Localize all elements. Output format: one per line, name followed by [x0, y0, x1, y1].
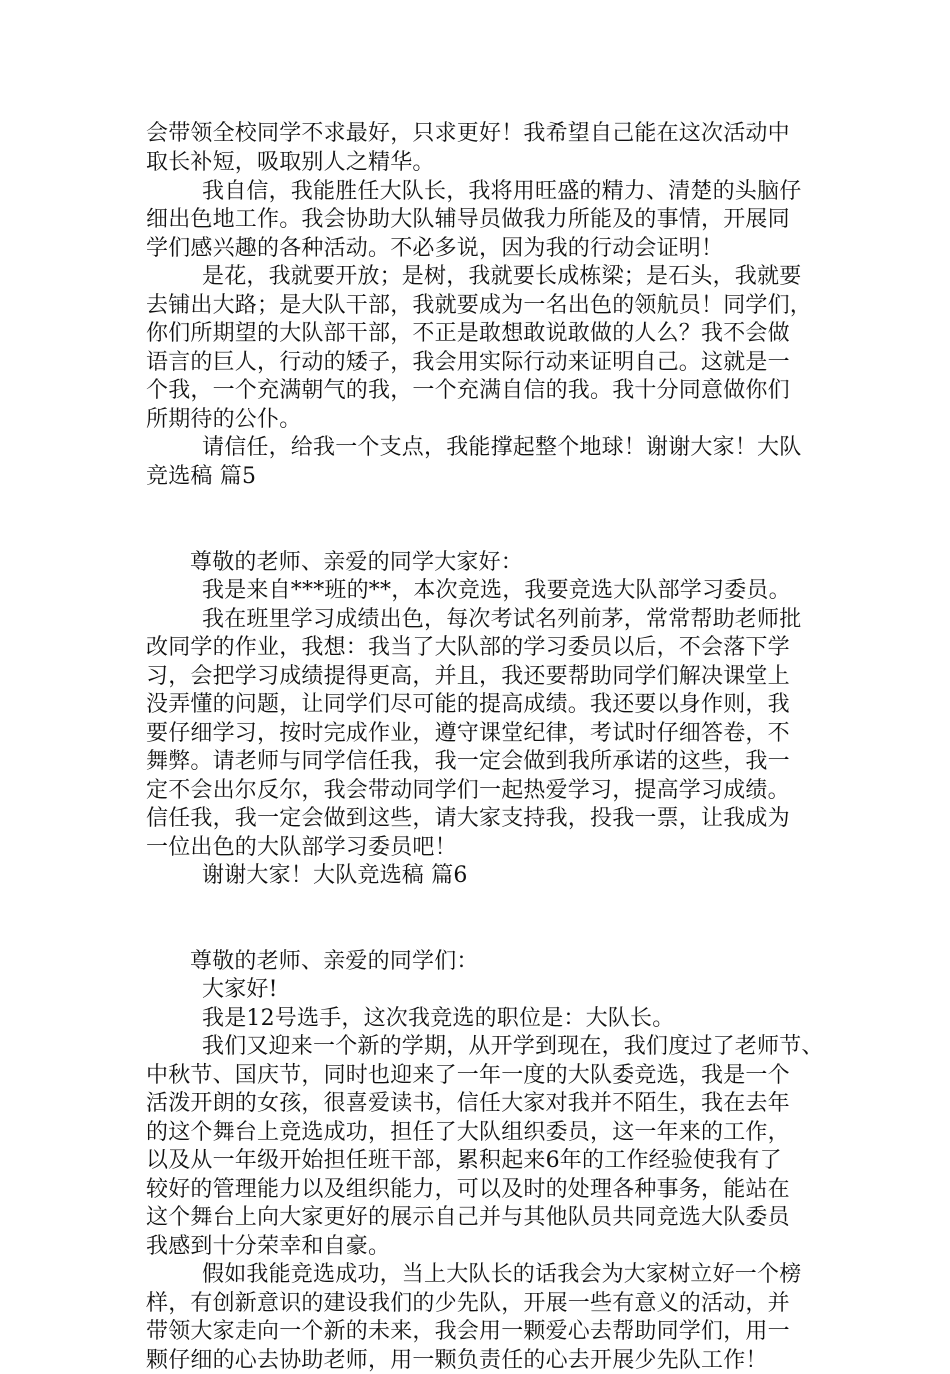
text-line: 较好的管理能力以及组织能力，可以及时的处理各种事务，能站在: [146, 1177, 790, 1202]
text-line: 我感到十分荣幸和自豪。: [146, 1234, 391, 1259]
text-line: 我自信，我能胜任大队长，我将用旺盛的精力、清楚的头脑仔: [202, 179, 802, 204]
text-line: 你们所期望的大队部干部，不正是敢想敢说敢做的人么？我不会做: [146, 321, 790, 346]
text-line: 一位出色的大队部学习委员吧！: [146, 835, 457, 860]
salutation: 尊敬的老师、亲爱的同学们：: [190, 949, 479, 974]
text-line: 去铺出大路；是大队干部，我就要成为一名出色的领航员！同学们，: [146, 293, 813, 318]
text-line: 取长补短，吸取别人之精华。: [146, 150, 435, 175]
section-heading: 谢谢大家！大队竞选稿 篇6: [202, 863, 468, 888]
text-line: 所期待的公仆。: [146, 407, 302, 432]
text-line: 我是来自***班的**，本次竞选，我要竞选大队部学习委员。: [202, 578, 791, 603]
text-line: 假如我能竞选成功，当上大队长的话我会为大家树立好一个榜: [202, 1262, 802, 1287]
text-line: 学们感兴趣的各种活动。不必多说，因为我的行动会证明！: [146, 236, 724, 261]
text-line: 改同学的作业，我想：我当了大队部的学习委员以后，不会落下学: [146, 635, 790, 660]
text-line: 我们又迎来一个新的学期，从开学到现在，我们度过了老师节、: [202, 1034, 824, 1059]
text-line: 是花，我就要开放；是树，我就要长成栋梁；是石头，我就要: [202, 264, 802, 289]
text-line: 习，会把学习成绩提得更高，并且，我还要帮助同学们解决课堂上: [146, 664, 790, 689]
text-line: 我是12号选手，这次我竞选的职位是：大队长。: [202, 1006, 675, 1031]
text-line: 带领大家走向一个新的未来，我会用一颗爱心去帮助同学们，用一: [146, 1319, 790, 1344]
text-line: 舞弊。请老师与同学信任我，我一定会做到我所承诺的这些，我一: [146, 749, 790, 774]
text-line: 以及从一年级开始担任班干部，累积起来6年的工作经验使我有了: [146, 1148, 782, 1173]
text-line: 会带领全校同学不求最好，只求更好！我希望自己能在这次活动中: [146, 121, 790, 146]
section-heading: 竞选稿 篇5: [146, 464, 257, 489]
text-line: 我在班里学习成绩出色，每次考试名列前茅，常常帮助老师批: [202, 607, 802, 632]
text-line: 要仔细学习，按时完成作业，遵守课堂纪律，考试时仔细答卷，不: [146, 721, 790, 746]
text-line: 这个舞台上向大家更好的展示自己并与其他队员共同竞选大队委员: [146, 1205, 790, 1230]
text-line: 样，有创新意识的建设我们的少先队，开展一些有意义的活动，并: [146, 1291, 790, 1316]
text-line: 信任我，我一定会做到这些，请大家支持我，投我一票，让我成为: [146, 806, 790, 831]
text-line: 请信任，给我一个支点，我能撑起整个地球！谢谢大家！大队: [202, 435, 802, 460]
text-line: 中秋节、国庆节，同时也迎来了一年一度的大队委竞选，我是一个: [146, 1063, 790, 1088]
text-line: 细出色地工作。我会协助大队辅导员做我力所能及的事情，开展同: [146, 207, 790, 232]
text-line: 的这个舞台上竞选成功，担任了大队组织委员，这一年来的工作，: [146, 1120, 790, 1145]
text-line: 颗仔细的心去协助老师，用一颗负责任的心去开展少先队工作！: [146, 1348, 768, 1373]
text-line: 定不会出尔反尔，我会带动同学们一起热爱学习，提高学习成绩。: [146, 778, 790, 803]
text-line: 没弄懂的问题，让同学们尽可能的提高成绩。我还要以身作则，我: [146, 692, 790, 717]
text-line: 大家好!: [202, 977, 278, 1002]
text-line: 语言的巨人，行动的矮子，我会用实际行动来证明自己。这就是一: [146, 350, 790, 375]
salutation: 尊敬的老师、亲爱的同学大家好：: [190, 550, 524, 575]
text-line: 个我，一个充满朝气的我，一个充满自信的我。我十分同意做你们: [146, 378, 790, 403]
text-line: 活泼开朗的女孩，很喜爱读书，信任大家对我并不陌生，我在去年: [146, 1091, 790, 1116]
